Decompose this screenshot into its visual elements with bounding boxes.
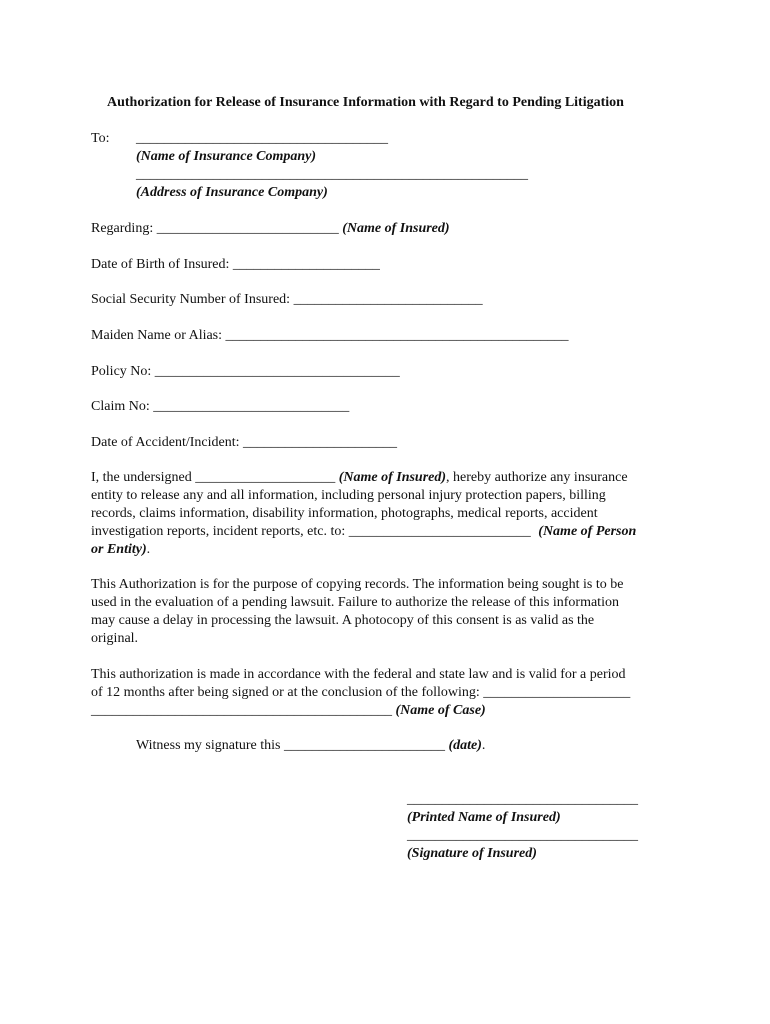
para2-line2: used in the evaluation of a pending lawsuit. Failure to authorize the release of this information — [91, 595, 619, 610]
witness-period: . — [481, 738, 486, 753]
para3-line1: This authorization is made in accordance with the federal and state law and is valid for a period — [91, 667, 626, 682]
witness-text[interactable]: Witness my signature this _______________________ — [136, 738, 445, 753]
case-name-blank[interactable]: ___________________________________________ — [91, 703, 392, 718]
insurance-company-blank[interactable]: ____________________________________ — [136, 131, 388, 146]
para1-line5 — [91, 541, 150, 559]
para1-period: . — [146, 542, 151, 557]
case-name-hint: (Name of Case) — [395, 703, 486, 718]
para1-line4 — [91, 523, 636, 541]
release-to-text[interactable]: investigation reports, incident reports, etc. to: __________________________ — [91, 524, 531, 539]
name-of-insured-hint: (Name of Insured) — [338, 470, 447, 485]
para3-line3 — [91, 702, 486, 720]
date-hint: (date) — [448, 738, 482, 753]
signature-label: (Signature of Insured) — [407, 846, 537, 861]
entity-hint-continued: or Entity) — [91, 542, 147, 557]
to-label: To: — [91, 131, 110, 146]
para2-line3: may cause a delay in processing the lawsuit. A photocopy of this consent is as valid as the — [91, 613, 595, 628]
claim-number-field[interactable]: Claim No: ____________________________ — [91, 399, 350, 414]
dob-field[interactable]: Date of Birth of Insured: _____________________ — [91, 257, 380, 272]
maiden-name-field[interactable]: Maiden Name or Alias: _________________________________________________ — [91, 328, 569, 343]
para1-line1 — [91, 469, 628, 487]
para1-line3: records, claims information, disability information, photographs, medical reports, accident — [91, 506, 598, 521]
para2-line1: This Authorization is for the purpose of copying records. The information being sought is to be — [91, 577, 624, 592]
witness-line — [136, 737, 485, 755]
person-entity-hint: (Name of Person — [538, 524, 637, 539]
regarding-field[interactable] — [91, 220, 450, 238]
ssn-field[interactable]: Social Security Number of Insured: ___________________________ — [91, 292, 483, 307]
insurance-company-label: (Name of Insurance Company) — [136, 149, 317, 164]
printed-name-blank[interactable]: _________________________________ — [407, 792, 638, 807]
regarding-text: Regarding: __________________________ — [91, 221, 339, 236]
undersigned-text[interactable]: I, the undersigned ____________________ — [91, 470, 336, 485]
para3-line2[interactable]: of 12 months after being signed or at the conclusion of the following: _____________________ — [91, 685, 631, 700]
policy-number-field[interactable]: Policy No: ___________________________________ — [91, 364, 400, 379]
signature-blank[interactable]: _________________________________ — [407, 828, 638, 843]
para2-line4: original. — [91, 631, 139, 646]
para1-line2: entity to release any and all information, including personal injury protection papers, billing — [91, 488, 606, 503]
authorize-text: , hereby authorize any insurance — [446, 470, 628, 485]
insurance-address-blank[interactable]: ________________________________________________________ — [136, 167, 528, 182]
printed-name-label: (Printed Name of Insured) — [407, 810, 561, 825]
insurance-address-label: (Address of Insurance Company) — [136, 185, 328, 200]
document-title: Authorization for Release of Insurance Information with Regard to Pending Litigation — [107, 95, 624, 110]
accident-date-field[interactable]: Date of Accident/Incident: ______________________ — [91, 435, 397, 450]
regarding-hint: (Name of Insured) — [342, 221, 450, 236]
